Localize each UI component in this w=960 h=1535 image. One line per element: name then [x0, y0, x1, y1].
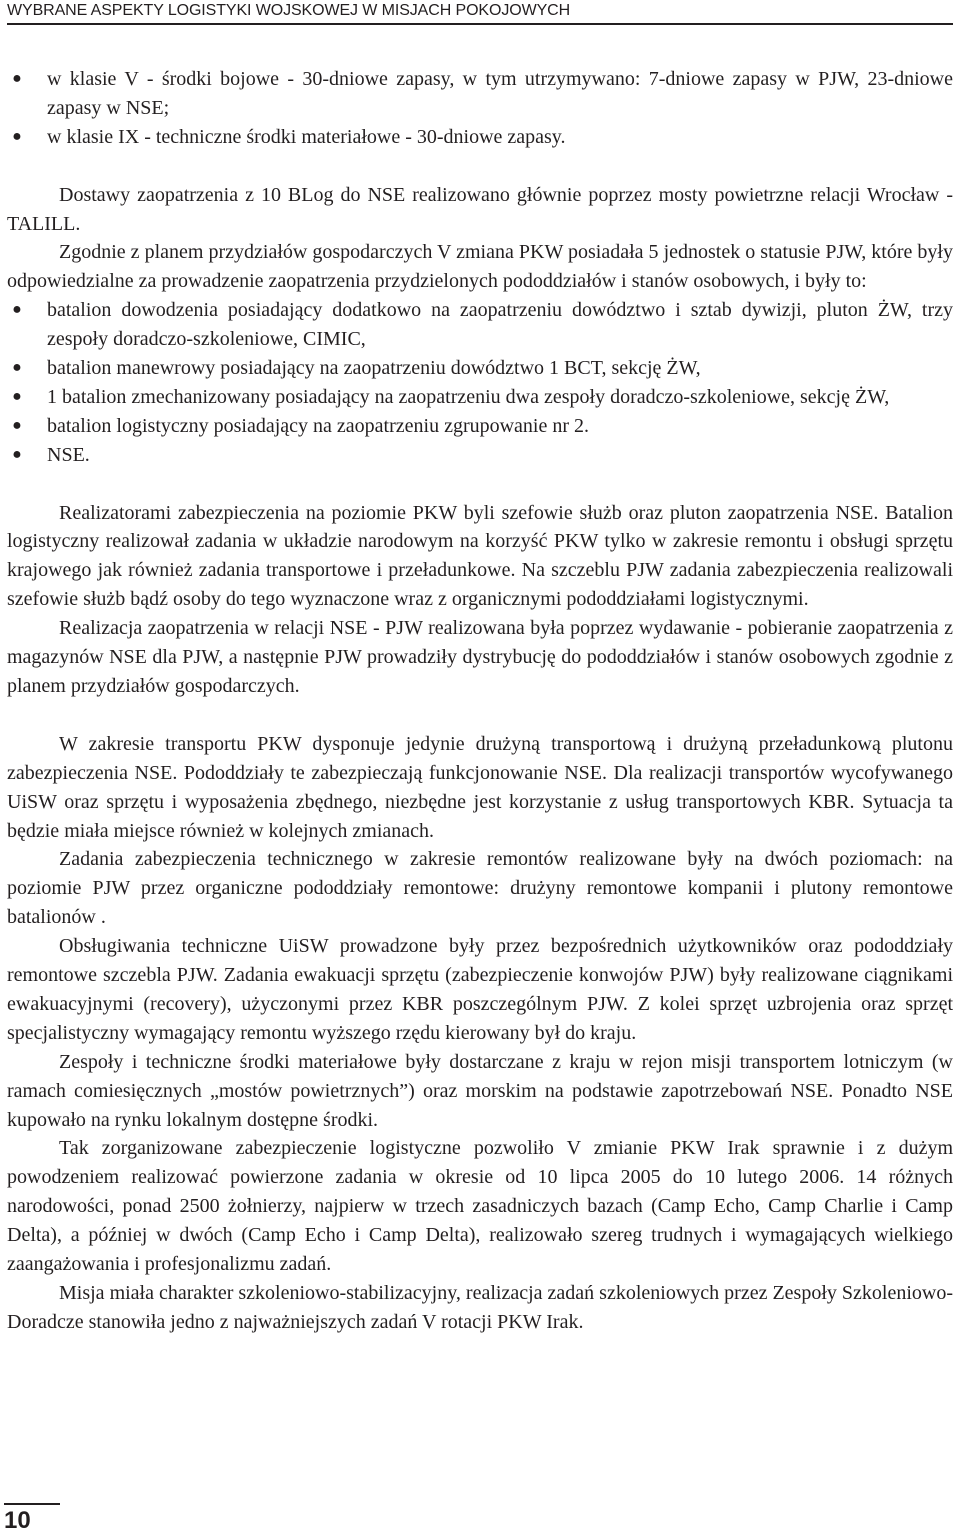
list-item-text: w klasie IX - techniczne środki materiałowe - 30-dniowe zapasy.	[47, 125, 566, 148]
bullet-icon: ●	[12, 70, 22, 87]
page-number: 10	[4, 1507, 31, 1534]
paragraph-realizacja: Realizacja zaopatrzenia w relacji NSE - PJW realizowana była poprzez wydawanie - pobieranie zaopatrzenia z magazynów NSE dla PJW, a następnie PJW prowadziły dystrybucję do pododdziałów i stanów osobowych zgodnie z planem przydziałów gospodarczych.	[7, 617, 953, 697]
paragraph-obslugiwania: Obsługiwania techniczne UiSW prowadzone były przez bezpośrednich użytkowników oraz pododdziały remontowe szczebla PJW. Zadania ewakuacji sprzętu (zabezpieczenie konwojów PJW) były realizowane ciągnikami ewakuacyjnymi (recovery), użyczonymi przez KBR poszczególnym PJW. Z kolei sprzęt uzbrojenia oraz sprzęt specjalistyczny wymagający remontu wyższego rzędu kierowany był do kraju.	[7, 935, 953, 1044]
paragraph-realizatorami: Realizatorami zabezpieczenia na poziomie PKW byli szefowie służb oraz pluton zaopatrzenia NSE. Batalion logistyczny realizował zadania w układzie narodowym na korzyść PKW tylko w zakresie remontu i obsługi sprzętu krajowego jak również zadania transportowe i przeładunkowe. Na szczeblu PJW zadania zabezpieczenia realizowali szefowie służb bądź osoby do tego wyznaczone wraz z organicznymi pododdziałami logistycznymi.	[7, 501, 953, 611]
list-item-text: batalion logistyczny posiadający na zaopatrzeniu zgrupowanie nr 2.	[47, 414, 590, 437]
footer-rule	[4, 1503, 60, 1505]
list-item	[7, 65, 953, 123]
list-item	[7, 123, 953, 152]
bullet-icon: ●	[12, 301, 22, 319]
list-item-text: batalion manewrowy posiadający na zaopatrzeniu dowództwo 1 BCT, sekcję ŻW,	[47, 357, 701, 380]
document-body	[7, 65, 953, 1337]
list-item	[7, 412, 953, 441]
bullet-icon: ●	[12, 445, 22, 463]
paragraph-transport: W zakresie transportu PKW dysponuje jedynie drużyną transportową i drużyną przeładunkową plutonu zabezpieczenia NSE. Pododdziały te zabezpieczają funkcjonowanie NSE. Dla realizacji transportów wycofywanego UiSW oraz sprzętu i wyposażenia zbędnego, niezbędne jest korzystanie z usług transportowych KBR. Sytuacja ta będzie miała miejsce również w kolejnych zmianach.	[7, 732, 953, 842]
paragraph-zgodnie: Zgodnie z planem przydziałów gospodarczych V zmiana PKW posiadała 5 jednostek o statusie PJW, które były odpowiedzialne za prowadzenie zaopatrzenia przydzielonych pododdziałów i stanów osobowych, i były to:	[7, 241, 953, 293]
bullet-icon: ●	[12, 127, 22, 145]
spacer	[7, 701, 953, 730]
list-item	[7, 383, 953, 412]
list-item-text: batalion dowodzenia posiadający dodatkowo na zaopatrzeniu dowództwo i sztab dywizji, pluton ŻW, trzy zespoły doradczo-szkoleniowe, CIMIC,	[47, 299, 953, 351]
bullet-icon: ●	[12, 359, 22, 377]
bullet-icon: ●	[12, 387, 22, 405]
paragraph-dostawy: Dostawy zaopatrzenia z 10 BLog do NSE realizowano głównie poprzez mosty powietrzne relacji Wrocław - TALILL.	[7, 183, 953, 235]
list-item-text: 1 batalion zmechanizowany posiadający na zaopatrzeniu dwa zespoły doradczo-szkoleniowe, sekcję ŻW,	[47, 385, 890, 408]
list-item	[7, 296, 953, 354]
running-header: WYBRANE ASPEKTY LOGISTYKI WOJSKOWEJ W MISJACH POKOJOWYCH	[7, 2, 571, 19]
spacer	[7, 470, 953, 499]
bullet-icon: ●	[12, 416, 22, 434]
paragraph-zadania: Zadania zabezpieczenia technicznego w zakresie remontów realizowane były na dwóch poziomach: na poziomie PJW przez organiczne pododdziały remontowe: drużyny remontowe kompanii i plutony remontowe batalionów .	[7, 848, 953, 929]
header-rule	[7, 23, 953, 25]
list-item-text: w klasie V - środki bojowe - 30-dniowe zapasy, w tym utrzymywano: 7-dniowe zapasy w PJW, 23-dniowe zapasy w NSE;	[47, 68, 953, 119]
paragraph-misja: Misja miała charakter szkoleniowo-stabilizacyjny, realizacja zadań szkoleniowych przez Zespoły Szkoleniowo-Doradcze stanowiła jedno z najważniejszych zadań V rotacji PKW Irak.	[7, 1282, 953, 1333]
supply-class-list	[7, 65, 953, 152]
list-item-text: NSE.	[47, 443, 90, 466]
pjw-units-list	[7, 296, 953, 469]
spacer	[7, 152, 953, 181]
paragraph-tak: Tak zorganizowane zabezpieczenie logistyczne pozwoliło V zmianie PKW Irak sprawnie i z dużym powodzeniem realizować powierzone zadania w okresie od 10 lipca 2005 do 10 lutego 2006. 14 różnych narodowości, ponad 2500 żołnierzy, najpierw w trzech zasadniczych bazach (Camp Echo, Camp Charlie i Camp Delta), a później w dwóch (Camp Echo i Camp Delta), realizowało szereg trudnych i wymagających wielkiego zaangażowania i profesjonalizmu zadań.	[7, 1137, 953, 1276]
list-item	[7, 354, 953, 383]
paragraph-zespoly: Zespoły i techniczne środki materiałowe były dostarczane z kraju w rejon misji transportem lotniczym (w ramach comiesięcznych „mostów powietrznych”) oraz morskim na podstawie zapotrzebowań NSE. Ponadto NSE kupowało na rynku lokalnym dostępne środki.	[7, 1050, 953, 1131]
list-item	[7, 441, 953, 470]
